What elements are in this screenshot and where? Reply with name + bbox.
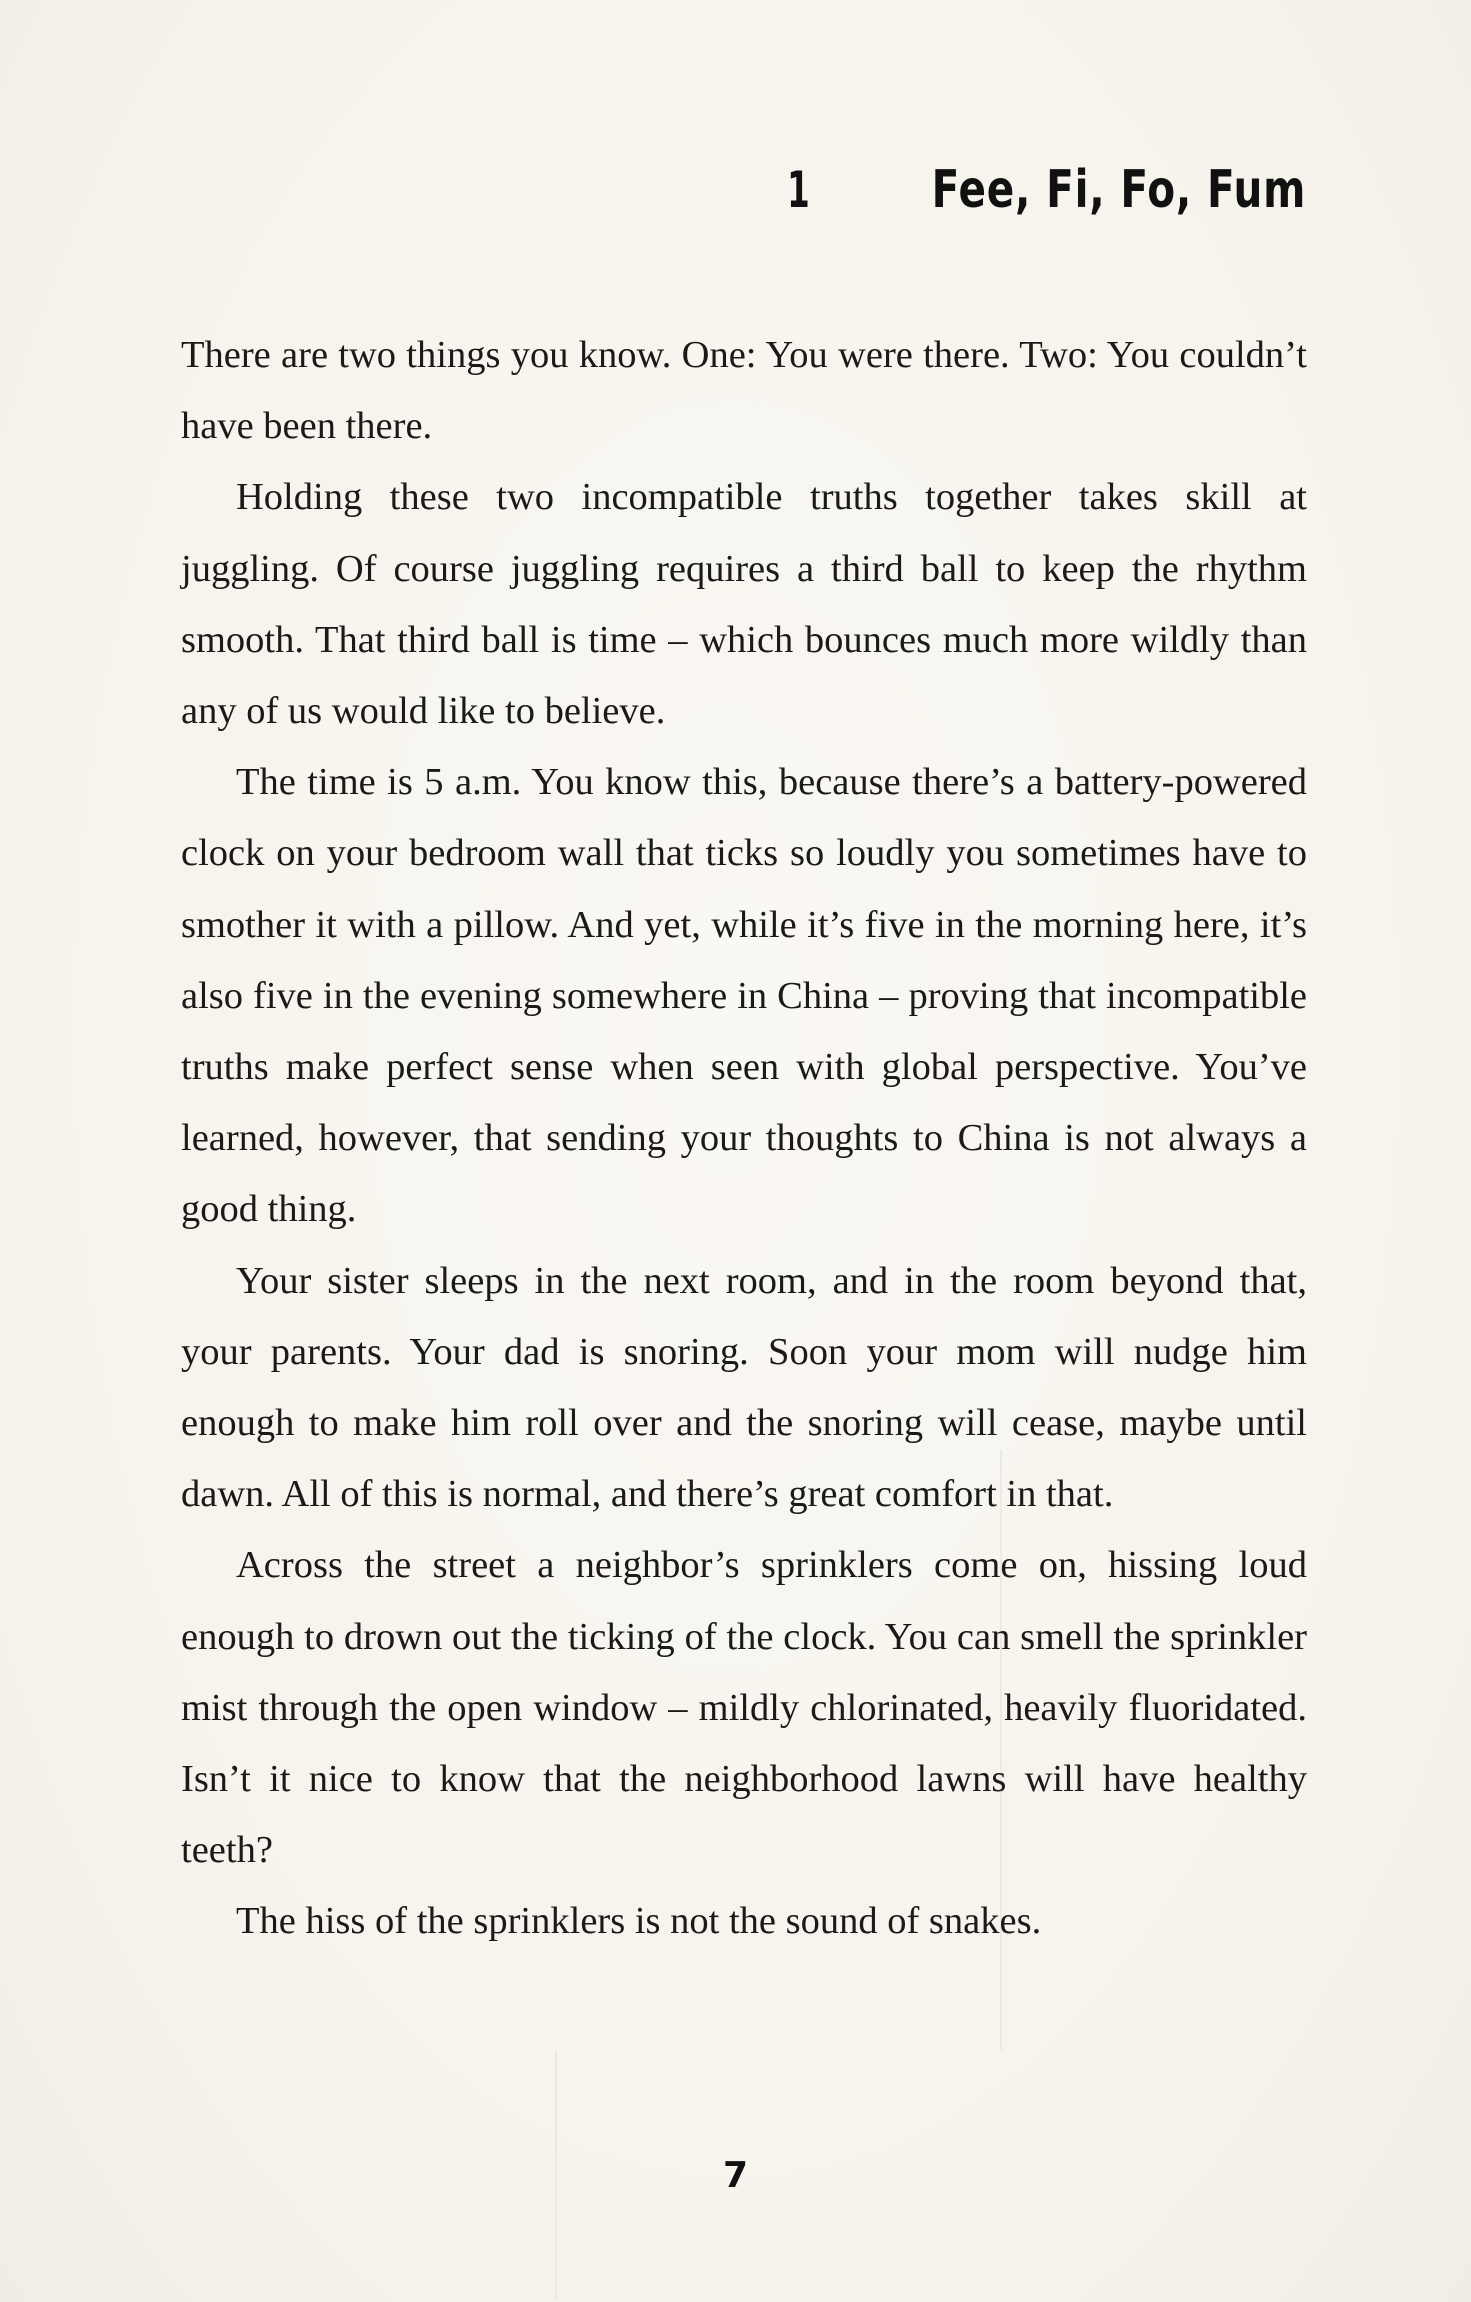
paragraph: There are two things you know. One: You were there. Two: You couldn’t have been there. [181, 334, 1307, 448]
paragraph: The time is 5 a.m. You know this, because there’s a battery-powered clock on your bedroom wall that ticks so loudly you sometimes have to smother it with a pillow. And yet, while it’s five in the morning here, it’s also five in the evening somewhere in China – proving that incompatible truths make perfect sense when seen with global perspective. You’ve learned, however, that sending your thoughts to China is not always a good thing. [181, 761, 1307, 1231]
body-text [181, 320, 1307, 1958]
paragraph: Across the street a neighbor’s sprinklers come on, hissing loud enough to drown out the ticking of the clock. You can smell the sprinkler mist through the open window – mildly chlorinated, heavily fluoridated. Isn’t it nice to know that the neighborhood lawns will have healthy teeth? [181, 1544, 1307, 1872]
paragraph: The hiss of the sprinklers is not the sound of snakes. [236, 1900, 1042, 1943]
paragraph: Your sister sleeps in the next room, and in the room beyond that, your parents. Your dad is snoring. Soon your mom will nudge him enough to make him roll over and the snoring will cease, maybe until dawn. All of this is normal, and there’s great comfort in that. [181, 1259, 1307, 1516]
chapter-title: Fee, Fi, Fo, Fum [931, 160, 1306, 220]
chapter-heading [781, 160, 1306, 260]
chapter-number: 1 [787, 161, 810, 219]
page-number: 7 [722, 2155, 749, 2196]
paragraph: Holding these two incompatible truths together takes skill at juggling. Of course juggling requires a third ball to keep the rhythm smooth. That third ball is time – which bounces much more wildly than any of us would like to believe. [181, 476, 1307, 733]
